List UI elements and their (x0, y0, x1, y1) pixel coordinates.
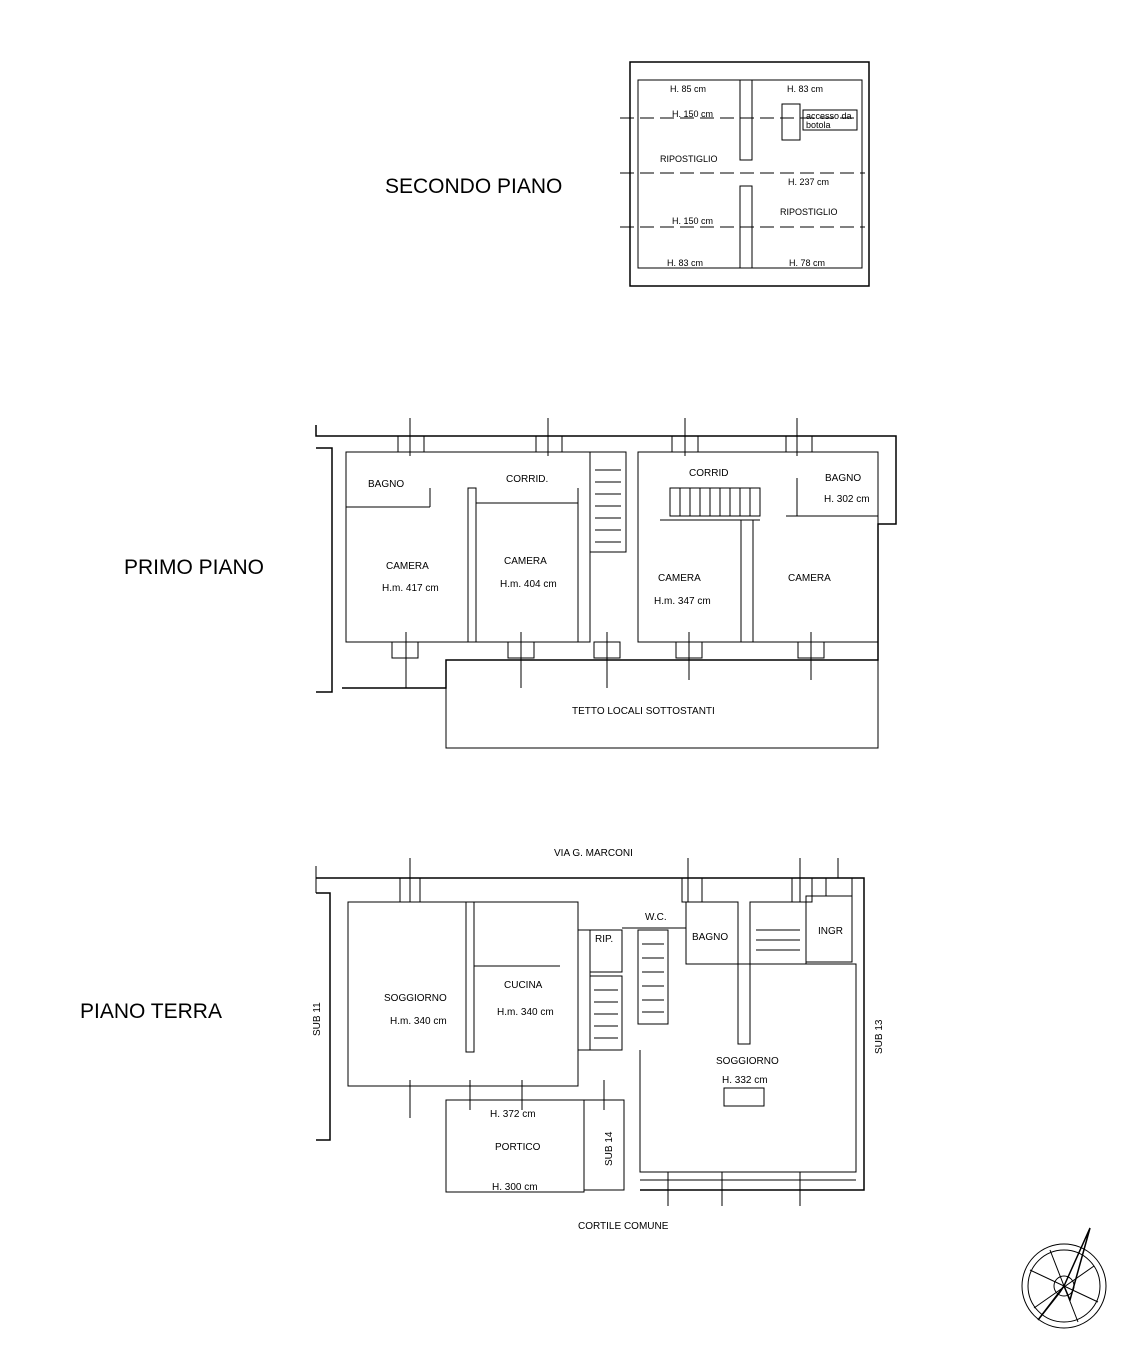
pillar-soggiorno (738, 964, 750, 1044)
label-corrid-left: CORRID. (506, 474, 549, 485)
label-camera-1-height: H.m. 417 cm (382, 583, 439, 594)
label-wc: W.C. (645, 912, 667, 923)
label-h83-top: H. 83 cm (787, 84, 824, 94)
stair-ingresso (750, 902, 806, 964)
first-floor-outer-wall (316, 425, 896, 688)
label-portico-height-2: H. 300 cm (492, 1182, 538, 1193)
first-floor-left-wall (316, 448, 332, 692)
label-soggiorno-1-height: H.m. 340 cm (390, 1016, 447, 1027)
fireplace (724, 1088, 764, 1106)
label-portico-height-1: H. 372 cm (490, 1109, 536, 1120)
label-street: VIA G. MARCONI (554, 848, 633, 859)
left-block-ground (348, 902, 578, 1086)
wall-rip (578, 930, 590, 1050)
label-courtyard: CORTILE COMUNE (578, 1221, 669, 1232)
label-camera-3-height: H.m. 347 cm (654, 596, 711, 607)
ground-floor-title: PIANO TERRA (80, 1000, 222, 1023)
label-sub11: SUB 11 (312, 1002, 323, 1036)
window-top-4 (786, 436, 812, 452)
label-h150-bottom: H. 150 cm (672, 216, 714, 226)
label-roof: TETTO LOCALI SOTTOSTANTI (572, 706, 715, 717)
label-ripostiglio-left: RIPOSTIGLIO (660, 154, 718, 164)
second-floor-plan (385, 62, 869, 286)
window-top-2 (536, 436, 562, 452)
first-floor-title: PRIMO PIANO (124, 556, 265, 579)
label-bagno-left: BAGNO (368, 479, 405, 490)
label-h237: H. 237 cm (788, 177, 830, 187)
label-soggiorno-2-height: H. 332 cm (722, 1075, 768, 1086)
window-top-1 (398, 436, 424, 452)
ground-floor-plan (80, 848, 885, 1232)
label-h150-top: H. 150 cm (672, 109, 714, 119)
label-ingr: INGR (818, 926, 843, 937)
window-bottom-1 (392, 642, 418, 658)
label-camera-2-height: H.m. 404 cm (500, 579, 557, 590)
label-bagno-right-height: H. 302 cm (824, 494, 870, 505)
door-ingresso (826, 878, 852, 896)
partition-camera3-camera4 (741, 520, 753, 642)
stair-left (590, 452, 626, 552)
second-floor-outer-wall (630, 62, 869, 286)
north-arrow-icon (1022, 1228, 1106, 1328)
window-street-3 (792, 878, 812, 902)
label-hatch-1: accesso da (806, 111, 852, 121)
second-floor-title: SECONDO PIANO (385, 175, 563, 198)
label-soggiorno-2: SOGGIORNO (716, 1056, 779, 1067)
label-portico: PORTICO (495, 1142, 541, 1153)
label-rip: RIP. (595, 934, 614, 945)
label-hatch-2: botola (806, 120, 831, 130)
stair-right (670, 488, 760, 516)
label-h78: H. 78 cm (789, 258, 826, 268)
partition-soggiorno-cucina (466, 902, 474, 1052)
label-camera-2: CAMERA (504, 556, 547, 567)
label-soggiorno-1: SOGGIORNO (384, 993, 447, 1004)
stair-ground-left (590, 976, 622, 1050)
roof-area (446, 660, 878, 748)
label-sub14: SUB 14 (604, 1131, 615, 1166)
label-sub13: SUB 13 (874, 1019, 885, 1054)
soggiorno-right-room (640, 964, 856, 1172)
label-camera-4: CAMERA (788, 573, 831, 584)
label-cucina: CUCINA (504, 980, 543, 991)
label-ripostiglio-right: RIPOSTIGLIO (780, 207, 838, 217)
label-h85: H. 85 cm (670, 84, 707, 94)
hatch-symbol (782, 104, 800, 140)
label-camera-1: CAMERA (386, 561, 429, 572)
partition-top (740, 80, 752, 160)
first-floor-plan (124, 418, 896, 748)
window-street-2 (682, 878, 702, 902)
label-cucina-height: H.m. 340 cm (497, 1007, 554, 1018)
label-bagno: BAGNO (692, 932, 729, 943)
label-h83-bottom: H. 83 cm (667, 258, 704, 268)
partition-camera1-camera2 (468, 488, 476, 642)
label-camera-3: CAMERA (658, 573, 701, 584)
label-bagno-right: BAGNO (825, 473, 862, 484)
label-corrid-right: CORRID (689, 468, 729, 479)
